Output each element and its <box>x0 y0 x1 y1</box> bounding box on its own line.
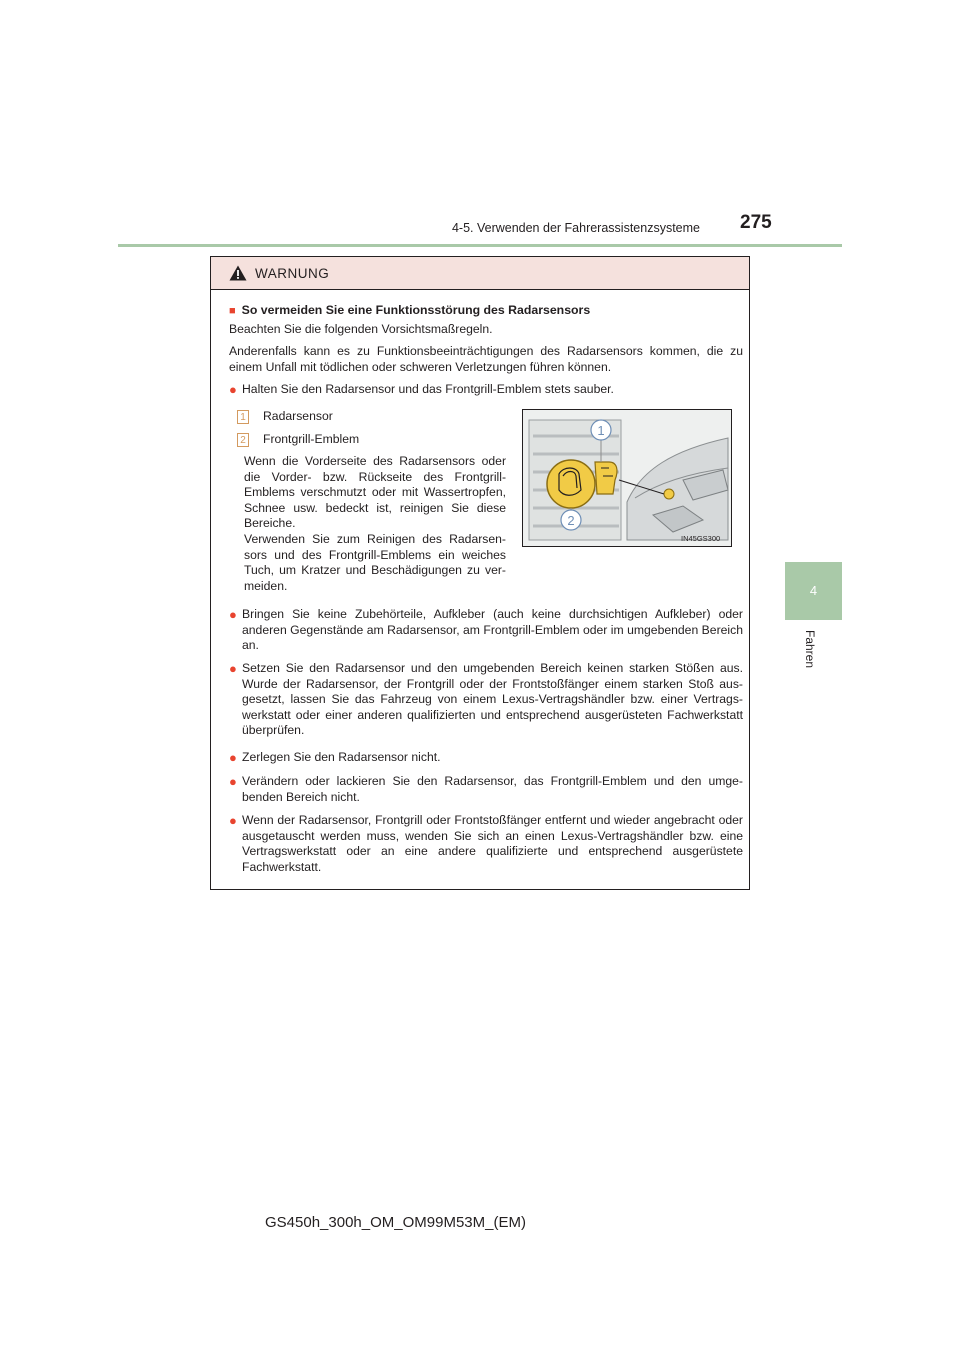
bullet-item: ● Wenn der Radarsensor, Frontgrill oder Frontstoßfänger entfernt und wieder angebracht oder ausgetauscht werden muss, wenden Sie sich an einen Lexus-Vertragshändler bzw. eine Vertragswerkstatt oder an eine andere qualifizierte und entsprechend ausgerüstete Fachwerkstatt. <box>229 813 743 874</box>
callout-2-icon: 2 <box>237 433 249 447</box>
label-radarsensor: 1 Radarsensor <box>237 409 333 425</box>
bullet-dot-icon: ● <box>229 382 237 397</box>
figure-callout-2: 2 <box>567 513 575 528</box>
cleaning-description-1: Wenn die Vorderseite des Radarsensors oder die Vorder- bzw. Rückseite des Frontgrill-Emblems verschmutzt oder mit Wassertropfen, Schnee usw. bedeckt ist, reinigen Sie diese Bereiche. <box>244 454 506 530</box>
bullet-dot-icon: ● <box>229 813 237 828</box>
bullet-dot-icon: ● <box>229 750 237 765</box>
header-rule <box>118 244 842 247</box>
bullet-item: ● Halten Sie den Radarsensor und das Frontgrill-Emblem stets sauber. <box>229 382 614 397</box>
chapter-label: Fahren <box>803 630 817 669</box>
section-heading: ■ So vermeiden Sie eine Funktionsstörung des Radarsensors <box>229 303 591 317</box>
warning-box <box>210 256 750 890</box>
callout-1-icon: 1 <box>237 410 249 424</box>
chapter-tab: 4 <box>785 562 842 620</box>
figure-code: IN45GS300 <box>681 534 721 543</box>
bullet-item: ● Setzen Sie den Radarsensor und den umgebenden Bereich keinen starken Stößen aus. Wurde der Radarsensor, der Frontgrill oder der Frontstoßfänger einem starken Stoß aus-gesetzt, lassen Sie das Fahrzeug von einem Lexus-Vertragshändler bzw. einer Vertrags-werkstatt oder einer anderen qualifizierten und entsprechend ausgerüsteten Fachwerkstatt überprüfen. <box>229 661 743 737</box>
document-code-footer: GS450h_300h_OM_OM99M53M_(EM) <box>265 1214 526 1231</box>
bullet-item: ● Verändern oder lackieren Sie den Radarsensor, das Frontgrill-Emblem und den umge-benden Bereich nicht. <box>229 774 743 804</box>
car-front-illustration <box>523 410 731 546</box>
warning-header <box>211 257 749 290</box>
label-frontgrill-emblem: 2 Frontgrill-Emblem <box>237 432 359 448</box>
bullet-dot-icon: ● <box>229 774 237 789</box>
bullet-item: ● Bringen Sie keine Zubehörteile, Aufkleber (auch keine durchsichtigen Aufkleber) oder anderen Gegenstände am Radarsensor, am Frontgrill-Emblem oder im umgebenden Bereich an. <box>229 607 743 652</box>
square-bullet-icon: ■ <box>229 305 236 317</box>
bullet-dot-icon: ● <box>229 661 237 676</box>
section-header: 4-5. Verwenden der Fahrerassistenzsysteme <box>451 221 700 235</box>
radar-sensor-illustration <box>522 409 732 547</box>
intro-paragraph-2: Anderenfalls kann es zu Funktionsbeeinträchtigungen des Radarsensors kommen, die zu einem Unfall mit tödlichen oder schweren Verletzungen führen können. <box>229 344 743 374</box>
figure-callout-1: 1 <box>597 423 605 438</box>
bullet-dot-icon: ● <box>229 607 237 622</box>
warning-title: WARNUNG <box>255 265 330 281</box>
intro-paragraph-1: Beachten Sie die folgenden Vorsichtsmaßregeln. <box>229 322 493 336</box>
warning-triangle-icon <box>229 265 247 281</box>
page-number: 275 <box>740 212 772 233</box>
cleaning-description-2: Verwenden Sie zum Reinigen des Radarsen-sors und des Frontgrill-Emblems ein weiches Tuch, um Kratzer und Beschädigungen zu ver-meiden. <box>244 532 506 593</box>
bullet-item: ● Zerlegen Sie den Radarsensor nicht. <box>229 750 441 765</box>
